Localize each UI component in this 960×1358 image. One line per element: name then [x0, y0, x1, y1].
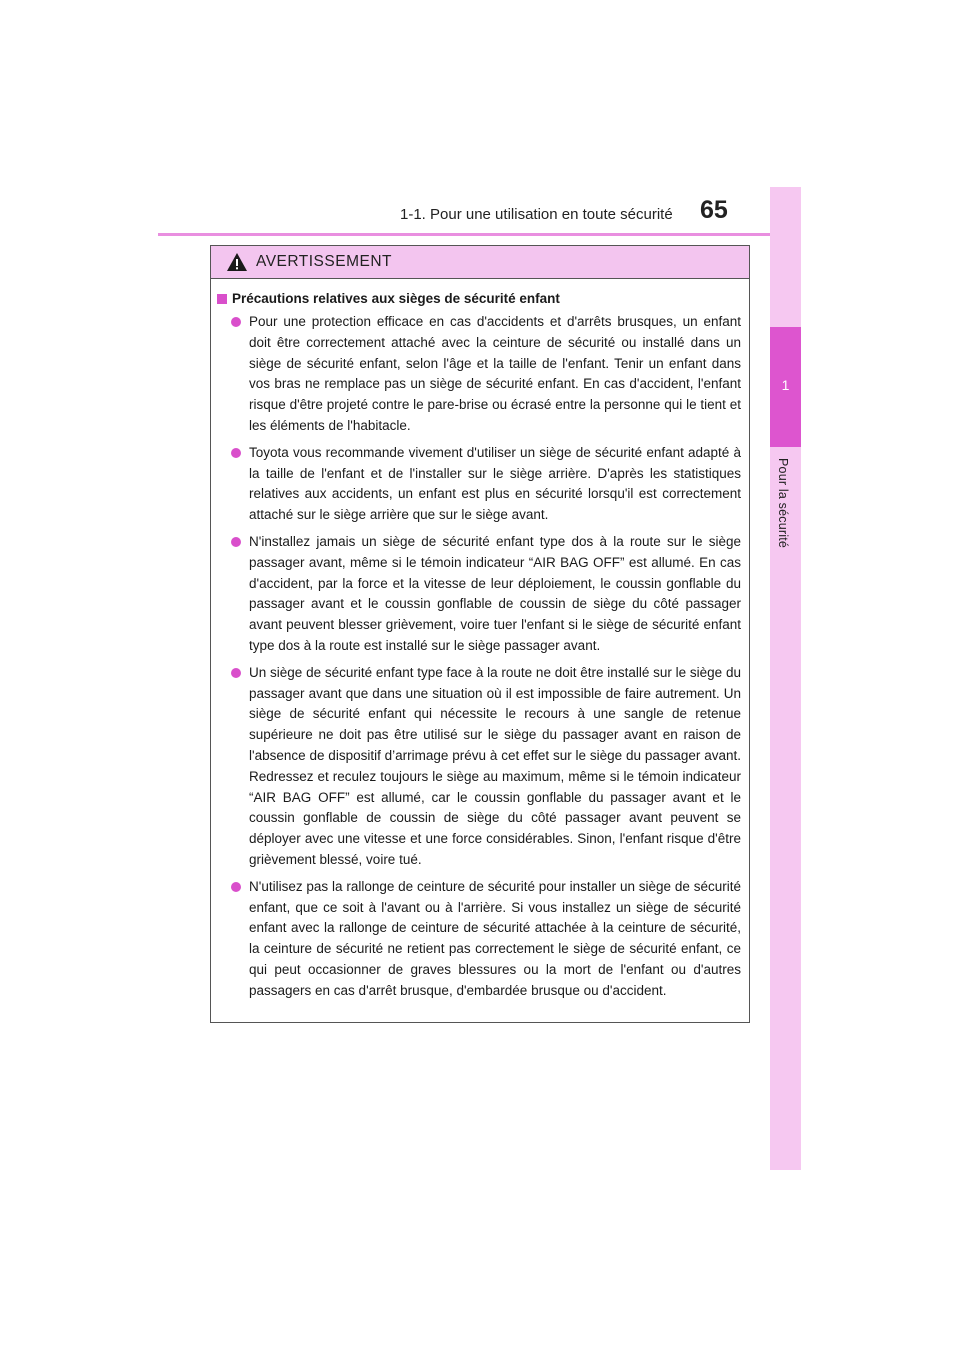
list-item-text: Toyota vous recommande vivement d'utiliser un siège de sécurité enfant adapté à la taille de l'enfant et de l'installer sur le siège arrière. D'après les statistiques relatives aux accidents, un enfant est plus en sécurité lorsqu'il est correctement attaché sur le siège arrière que sur le siège avant.: [249, 444, 741, 523]
circle-bullet-icon: [231, 882, 241, 892]
warning-triangle-icon: [226, 252, 248, 272]
warning-box: [210, 245, 750, 1023]
header-rule: [158, 233, 800, 236]
section-heading-text: Précautions relatives aux sièges de sécurité enfant: [232, 291, 560, 306]
page-number: 65: [700, 196, 728, 224]
list-item-text: Pour une protection efficace en cas d'accidents et d'arrêts brusques, un enfant doit être correctement attaché avec la ceinture de sécurité ou installé dans un siège de sécurité enfant, selon l'âge et la taille de l'enfant. Tenir un enfant dans vos bras ne remplace pas un siège de sécurité enfant. En cas d'accident, l'enfant risque d'être projeté contre le pare-brise ou écrasé entre la personne qui le tient et les éléments de l'habitacle.: [249, 314, 741, 433]
list-item: [217, 532, 741, 657]
circle-bullet-icon: [231, 448, 241, 458]
list-item-text: N'installez jamais un siège de sécurité enfant type dos à la route sur le siège passager avant, même si le témoin indicateur “AIR BAG OFF” est allumé. En cas d'accident, par la force et la vitesse de leur déploiement, le coussin gonflable du passager avant et le coussin gonflable de coussin de siège du côté passager avant peuvent blesser grièvement, voire tuer l'enfant si le siège de sécurité enfant type dos à la route est installé sur le siège passager avant.: [249, 533, 741, 653]
list-item: [217, 877, 741, 1002]
list-item: [217, 663, 741, 871]
circle-bullet-icon: [231, 668, 241, 678]
square-bullet-icon: [217, 294, 227, 304]
warning-header: [211, 246, 749, 279]
side-tab-chapter-label: Pour la sécurité: [776, 458, 790, 549]
list-item: [217, 443, 741, 526]
list-item: [217, 312, 741, 437]
circle-bullet-icon: [231, 537, 241, 547]
section-heading: [217, 290, 741, 308]
list-item-text: Un siège de sécurité enfant type face à la route ne doit être installé sur le siège du passager avant que dans une situation où il est impossible de faire autrement. Un siège de sécurité enfant qui nécessite le recours à une sangle de retenue supérieure ne doit pas être utilisé sur le siège du passager avant en raison de l'absence de dispositif d’arrimage prévu à cet effet sur le siège du passager avant. Redressez et reculez toujours le siège au maximum, même si le témoin indicateur “AIR BAG OFF” est allumé, car le coussin gonflable du passager avant et le coussin gonflable de coussin de siège du côté passager avant peuvent se déployer avec une vitesse et une force considérables. Sinon, l'enfant risque d'être grièvement blessé, voire tué.: [249, 664, 741, 867]
warning-title: AVERTISSEMENT: [256, 253, 392, 270]
circle-bullet-icon: [231, 317, 241, 327]
list-item-text: N'utilisez pas la rallonge de ceinture de sécurité pour installer un siège de sécurité enfant, que ce soit à l'avant ou à l'arrière. Si vous installez un siège de sécurité enfant avec la rallonge de ceinture de sécurité attachée à la ceinture de sécurité, la ceinture de sécurité ne retient pas correctement le siège de sécurité enfant, ce qui peut occasionner de graves blessures ou la mort de l'enfant ou d'autres passagers en cas d'arrêt brusque, d'embardée brusque ou d'accident.: [249, 878, 741, 998]
side-tab-chapter-number: 1: [781, 377, 790, 393]
header-section-title: 1-1. Pour une utilisation en toute sécurité: [400, 206, 673, 223]
warning-body: [211, 279, 749, 1002]
